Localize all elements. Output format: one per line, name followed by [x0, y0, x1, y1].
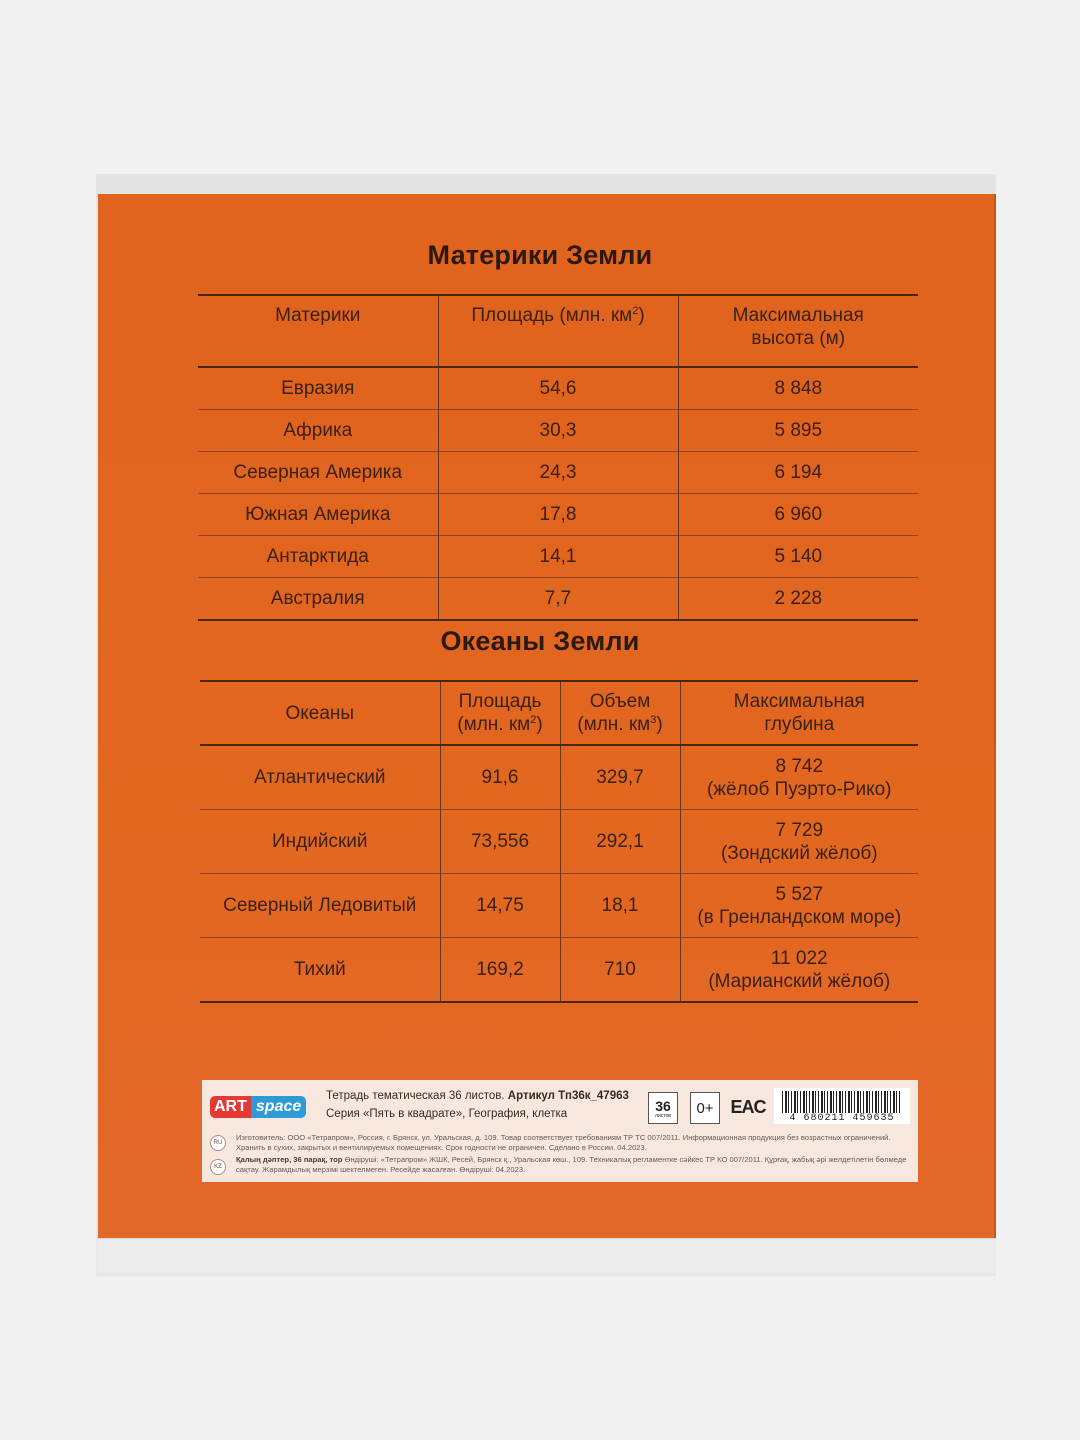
cover-bottom-edge [98, 1238, 996, 1273]
product-description: Тетрадь тематическая 36 листов. Артикул Тп36к_47963 [326, 1090, 629, 1102]
artspace-logo: ART space [210, 1096, 306, 1118]
continent-name: Африка [198, 410, 438, 452]
ocean-volume: 292,1 [560, 810, 680, 874]
continent-name: Северная Америка [198, 452, 438, 494]
table-row [200, 938, 918, 1003]
ocean-area: 169,2 [440, 938, 560, 1003]
ocean-depth: 5 527 (в Гренландском море) [697, 883, 902, 928]
oceans-table [200, 680, 918, 1003]
continents-table [198, 294, 918, 621]
continent-height: 8 848 [774, 377, 823, 399]
ocean-depth: 7 729 (Зондский жёлоб) [720, 819, 878, 864]
sheets-count-icon: 36 листов [648, 1092, 678, 1124]
ocean-name: Индийский [200, 810, 440, 874]
header-area: Площадь (млн. $км^2$) [438, 295, 678, 367]
continent-height: 6 194 [774, 461, 823, 483]
continent-area: 24,3 [438, 452, 678, 494]
product-label [202, 1080, 918, 1182]
continent-height: 5 895 [774, 419, 823, 441]
continent-name: Евразия [198, 367, 438, 410]
continent-height: 2 228 [774, 587, 823, 609]
continent-area: 54,6 [438, 367, 678, 410]
table-row [200, 874, 918, 938]
barcode-digits: 4 680211 459635 [789, 1113, 895, 1124]
ocean-area: 73,556 [440, 810, 560, 874]
product-series: Серия «Пять в квадрате», География, клетка [326, 1108, 568, 1120]
continents-header-row [198, 295, 918, 367]
header-oceans: Океаны [200, 681, 440, 745]
header-ocean-area: Площадь (млн. $км^2$) [440, 681, 560, 745]
ocean-volume: 710 [560, 938, 680, 1003]
continent-area: 30,3 [438, 410, 678, 452]
barcode-bars [782, 1091, 902, 1113]
ocean-name: Атлантический [200, 745, 440, 810]
table-row [200, 745, 918, 810]
continent-name: Антарктида [198, 536, 438, 578]
continent-name: Южная Америка [198, 494, 438, 536]
continents-title: Материки Земли [427, 240, 653, 270]
eac-mark-icon: EAC [730, 1096, 766, 1117]
kz-manufacturer-text: Қалың дәптер, 36 парақ, тор Өндіруші: «Тетрапром» ЖШК, Ресей, Брянск қ., Уральская көш., 109. Техникалық регламентке сәйкес ТР КО 007/2011. Құрғақ, жабық әрі желдетілетін бөлмеде сақтау. Жарамдылық мерзімі шектелмеген. Ресейде жасалған. Өндіруші: 04.2023. [236, 1155, 907, 1174]
ru-manufacturer-text: Изготовитель: ООО «Тетрапром», Россия, г. Брянск, ул. Уральская, д. 109. Товар соответствует требованиям ТР ТС 007/2011. Информационная продукция без возрастных ограничений. Хранить в сухих, закрытых и вентилируемых помещениях. Срок годности не ограничен. Сделано в России. 04.2023. [236, 1133, 891, 1152]
continent-height: 5 140 [774, 545, 823, 567]
table-row [200, 810, 918, 874]
ocean-volume: 18,1 [560, 874, 680, 938]
table-row [198, 578, 918, 621]
ocean-area: 91,6 [440, 745, 560, 810]
table-row [198, 367, 918, 410]
age-rating-icon: 0+ [690, 1092, 720, 1124]
table-row [198, 452, 918, 494]
ocean-depth: 8 742 (жёлоб Пуэрто-Рико) [706, 755, 892, 800]
ru-language-icon: RU [210, 1135, 226, 1151]
table-row [198, 410, 918, 452]
header-ocean-depth: Максимальная глубина [733, 691, 865, 735]
oceans-header-row [200, 681, 918, 745]
header-ocean-volume: Объем (млн. $км^3$) [560, 681, 680, 745]
ocean-volume: 329,7 [560, 745, 680, 810]
table-row [198, 536, 918, 578]
continent-area: 14,1 [438, 536, 678, 578]
continent-name: Австралия [198, 578, 438, 621]
ocean-name: Северный Ледовитый [200, 874, 440, 938]
ocean-name: Тихий [200, 938, 440, 1003]
barcode [774, 1088, 910, 1124]
kz-language-icon: KZ [210, 1159, 226, 1175]
cover-right-edge [994, 194, 996, 1240]
header-max-height: Максимальная высота (м) [732, 305, 864, 349]
continent-height: 6 960 [774, 503, 823, 525]
ocean-depth: 11 022 (Марианский жёлоб) [708, 947, 891, 992]
ocean-area: 14,75 [440, 874, 560, 938]
continent-area: 17,8 [438, 494, 678, 536]
header-continents: Материки [198, 295, 438, 367]
continent-area: 7,7 [438, 578, 678, 621]
table-row [198, 494, 918, 536]
oceans-title: Океаны Земли [440, 626, 640, 656]
